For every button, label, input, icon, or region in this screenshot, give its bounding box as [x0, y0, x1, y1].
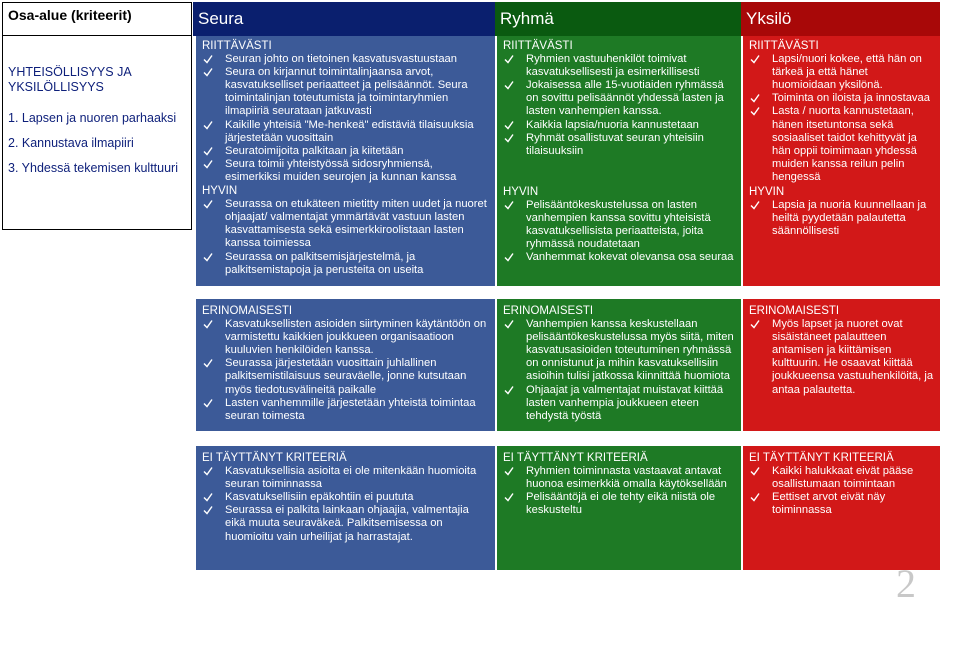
list-item-text: Ryhmien toiminnasta vastaavat antavat huonoa esimerkkiä omalla käytöksellään [526, 465, 727, 491]
seura-erinomaisesti-cell [196, 299, 495, 431]
yksilo-erinomaisesti-cell [743, 299, 940, 431]
list-item [749, 465, 934, 491]
check-list [749, 318, 934, 397]
checkmark-icon [203, 159, 213, 169]
list-item [202, 66, 489, 118]
list-item-text: Seura on kirjannut toimintalinjaansa arvot, kasvatukselliset periaatteet ja pelisäännöt. Seura toimintalinjan toteutumista ja toimintaryhmien ilmapiiriä seurataan jatkuvasti [225, 66, 468, 118]
checkmark-icon [750, 492, 760, 502]
header-criteria: Osa-alue (kriteerit) [2, 2, 192, 36]
check-list [202, 318, 489, 423]
list-item-text: Pelisääntöjä ei ole tehty eikä niistä ole keskusteltu [526, 491, 716, 517]
yksilo-riittava-hyvin-cell [743, 36, 940, 286]
level-label: EI TÄYTTÄNYT KRITEERIÄ [503, 452, 648, 464]
ryhma-erinomaisesti-cell [497, 299, 741, 431]
list-item-text: Kaikkia lapsia/nuoria kannustetaan [526, 118, 699, 131]
level-label: ERINOMAISESTI [202, 305, 293, 317]
checkmark-icon [750, 93, 760, 103]
list-item [202, 145, 489, 158]
list-item-text: Seuran johto on tietoinen kasvatusvastuustaan [225, 53, 457, 66]
ryhma-ei-cell [497, 446, 741, 570]
list-item [503, 384, 735, 423]
list-item-text: Seurassa on palkitsemisjärjestelmä, ja palkitsemistapoja ja perusteita on useita [225, 250, 424, 276]
list-item [202, 119, 489, 145]
list-item [503, 251, 735, 264]
checkmark-icon [203, 252, 213, 262]
list-item [503, 199, 735, 251]
list-item-text: Lapsi/nuori kokee, että hän on tärkeä ja että hänet huomioidaan yksilönä. [772, 53, 922, 92]
list-item-text: Pelisääntökeskustelussa on lasten vanhempien kanssa sovittu yhteisistä kasvatuksellisista periaatteista, joita ryhmässä noudatetaan [526, 198, 711, 251]
checkmark-icon [203, 146, 213, 156]
list-item-text: Jokaisessa alle 15-vuotiaiden ryhmässä on sovittu pelisäännöt yhdessä lasten ja lasten vanhempien kanssa. [526, 79, 724, 118]
list-item-text: Seuratoimijoita palkitaan ja kiitetään [225, 144, 404, 157]
list-item [749, 92, 934, 105]
level-label: HYVIN [202, 185, 238, 198]
header-seura: Seura [193, 2, 495, 36]
check-list [202, 53, 489, 184]
level-label: ERINOMAISESTI [503, 305, 594, 317]
checkmark-icon [504, 492, 514, 502]
criteria-item: 1. Lapsen ja nuoren parhaaksi [8, 111, 177, 125]
list-item-text: Lapsia ja nuoria kuunnellaan ja heiltä pyydetään palautetta säännöllisesti [772, 199, 927, 238]
header-yksilo: Yksilö [741, 2, 940, 36]
list-item-text: Vanhempien kanssa keskustellaan pelisääntökeskustelussa myös siitä, miten kasvatusasioiden toteutuminen ryhmässä on onnistunut ja mihin kasvatuksellisiin asioihin tulisi jatkossa kiinnittää huomiota [526, 318, 734, 383]
header-ryhma: Ryhmä [495, 2, 741, 36]
list-item-text: Kasvatuksellisiin epäkohtiin ei puututa [225, 491, 414, 504]
list-item [503, 318, 735, 383]
list-item-text: Lasten vanhemmille järjestetään yhteistä toimintaa seuran toimesta [225, 396, 476, 422]
ryhma-riittava-hyvin-cell [497, 36, 741, 286]
list-item [202, 158, 489, 184]
seura-riittava-hyvin-cell [196, 36, 495, 286]
list-item-text: Lasta / nuorta kannustetaan, hänen itsetuntonsa sekä sosiaaliset taidot kehittyvät ja hän oppii toimimaan yhdessä muiden kanssa reilun pelin hengessä [772, 105, 917, 183]
list-item-text: Vanhemmat kokevat olevansa osa seuraa [526, 251, 734, 264]
checkmark-icon [203, 466, 213, 476]
level-label: HYVIN [749, 186, 785, 199]
checkmark-icon [504, 252, 514, 262]
list-item-text: Ryhmien vastuuhenkilöt toimivat kasvatuksellisesti ja esimerkillisesti [526, 53, 700, 79]
list-item [202, 465, 489, 491]
list-item-text: Seurassa on etukäteen mietitty miten uudet ja nuoret ohjaajat/ valmentajat ymmärtävät vastuun lasten kasvattamisesta sekä esimerkkiroolistaan lasten kanssa toimiessa [225, 198, 487, 250]
list-item-text: Toiminta on iloista ja innostavaa [772, 92, 930, 105]
checkmark-icon [203, 505, 213, 515]
checkmark-icon [203, 319, 213, 329]
check-list [503, 318, 735, 423]
checkmark-icon [203, 54, 213, 64]
checkmark-icon [203, 120, 213, 130]
level-label: EI TÄYTTÄNYT KRITEERIÄ [202, 452, 347, 464]
checkmark-icon [504, 120, 514, 130]
checkmark-icon [750, 200, 760, 210]
checkmark-icon [203, 199, 213, 209]
check-list [503, 199, 735, 264]
checkmark-icon [203, 358, 213, 368]
list-item-text: Seurassa järjestetään vuosittain juhlallinen palkitsemistilaisuus seuraväelle, jonne kutsutaan myös tiedotusvälineitä paikalle [225, 357, 467, 396]
list-item [503, 465, 735, 491]
list-item [202, 318, 489, 357]
criteria-item: 2. Kannustava ilmapiiri [8, 136, 134, 150]
list-item [202, 504, 489, 543]
list-item [202, 357, 489, 396]
criteria-title [8, 65, 191, 95]
level-label: RIITTÄVÄSTI [503, 40, 573, 52]
seura-ei-cell [196, 446, 495, 570]
check-list [503, 465, 735, 517]
check-list [749, 53, 934, 184]
checkmark-icon [504, 200, 514, 210]
checkmark-icon [750, 106, 760, 116]
yksilo-ei-cell [743, 446, 940, 570]
criteria-title-line2: YKSILÖLLISYYS [8, 80, 104, 94]
checkmark-icon [504, 466, 514, 476]
checkmark-icon [203, 398, 213, 408]
list-item [503, 79, 735, 118]
check-list [503, 53, 735, 158]
checkmark-icon [750, 466, 760, 476]
level-label: HYVIN [503, 185, 539, 198]
check-list [202, 465, 489, 544]
checkmark-icon [504, 80, 514, 90]
list-item [202, 198, 489, 250]
list-item [503, 53, 735, 79]
list-item [202, 397, 489, 423]
level-label: RIITTÄVÄSTI [202, 40, 272, 52]
checkmark-icon [203, 492, 213, 502]
level-label: EI TÄYTTÄNYT KRITEERIÄ [749, 452, 894, 464]
checkmark-icon [750, 319, 760, 329]
criteria-title-line1: YHTEISÖLLISYYS JA [8, 65, 132, 79]
list-item-text: Seurassa ei palkita lainkaan ohjaajia, valmentajia eikä muuta seuraväkeä. Palkitsemisessa on huomioitu vain urheilijat ja harrastajat. [225, 504, 469, 543]
list-item [749, 53, 934, 92]
list-item-text: Kaikki halukkaat eivät pääse osallistumaan toimintaan [772, 465, 914, 491]
level-label: ERINOMAISESTI [749, 305, 840, 317]
list-item [202, 251, 489, 277]
check-list [749, 199, 934, 238]
criteria-item: 3. Yhdessä tekemisen kulttuuri [8, 161, 179, 175]
checkmark-icon [504, 133, 514, 143]
list-item [503, 491, 735, 517]
list-item-text: Ryhmät osallistuvat seuran yhteisiin tilaisuuksiin [526, 131, 704, 157]
level-label: RIITTÄVÄSTI [749, 40, 819, 52]
checkmark-icon [203, 67, 213, 77]
checkmark-icon [504, 385, 514, 395]
list-item [202, 491, 489, 504]
page-number: 2 [896, 561, 916, 606]
list-item-text: Seura toimii yhteistyössä sidosryhmiensä, esimerkiksi muiden seurojen ja kunnan kanssa [225, 157, 457, 183]
list-item-text: Ohjaajat ja valmentajat muistavat kiittää lasten vanhempia joukkueen eteen tehdystä työstä [526, 383, 724, 422]
check-list [749, 465, 934, 517]
list-item [749, 199, 934, 238]
list-item-text: Kasvatuksellisten asioiden siirtyminen käytäntöön on varmistettu kaikkien joukkueen organisaatioon kuuluvien henkilöiden kanssa. [225, 318, 487, 357]
list-item [503, 132, 735, 158]
list-item-text: Kaikille yhteisiä "Me-henkeä" edistäviä tilaisuuksia järjestetään vuosittain [225, 118, 474, 144]
list-item [503, 119, 735, 132]
list-item-text: Kasvatuksellisia asioita ei ole mitenkään huomioita seuran toiminnassa [225, 465, 477, 491]
list-item [202, 53, 489, 66]
checkmark-icon [750, 54, 760, 64]
checkmark-icon [504, 54, 514, 64]
list-item [749, 491, 934, 517]
check-list [202, 198, 489, 277]
checkmark-icon [504, 319, 514, 329]
criteria-cell [2, 36, 192, 230]
list-item [749, 318, 934, 397]
list-item-text: Myös lapset ja nuoret ovat sisäistäneet palautteen antamisen ja kiittämisen kulttuurin. He osaavat kiittää joukkueensa vastuuhenkilöitä, ja antaa palautetta. [772, 318, 934, 396]
list-item-text: Eettiset arvot eivät näy toiminnassa [772, 491, 886, 517]
list-item [749, 105, 934, 184]
